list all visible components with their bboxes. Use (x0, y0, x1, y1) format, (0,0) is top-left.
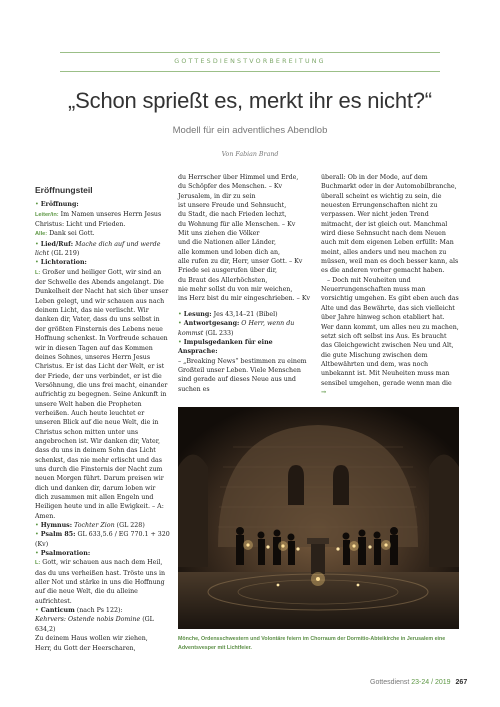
canticum-verse: und die Nationen aller Länder, (178, 239, 276, 247)
canticum-verse: Mit uns ziehen die Völker (178, 230, 260, 238)
antwortgesang-item: • Antwortgesang: O Herr, wenn du kommst (GL 233) (178, 320, 295, 337)
page-footer (370, 679, 468, 686)
article-author: Von Fabian Brand (221, 151, 279, 158)
canticum-verse: du Wohnung für alle Menschen. – Kv (178, 220, 296, 228)
canticum-verse: Friede sei ausgerufen über dir, (178, 267, 278, 275)
section-heading: Eröffnungsteil (35, 185, 93, 195)
column-1 (35, 181, 170, 653)
page-number: 267 (455, 679, 468, 686)
canticum-verse: du Schöpfer des Menschen. – Kv (178, 183, 283, 191)
section-kicker: GOTTESDIENSTVORBEREITUNG (174, 58, 326, 65)
column-3 (321, 174, 459, 397)
photo-caption: Mönche, Ordensschwestern und Volontäre feiern im Chorraum der Dormitio-Abteikirche in Jerusalem eine Adventsvesper mit Lichtfeier. (178, 636, 446, 651)
lichtoration-text: L: Großer und heiliger Gott, wir sind an der Schwelle des Abends angelangt. Die Dunkelheit der Nacht hat sich über unser Leben gelegt, und wir schauen aus nach deinem Licht, das nie verlischt. Wir danken dir, Vater, dass du uns selbst in der größten Finsternis des Lebens neue Hoffnung schenkst. In Vorfreude schauen wir in diesen Tagen auf das Kommen deines Sohnes, unseres Herrn Jesus Christus. Er ist das Licht der Welt, er ist der Friede, der uns verbindet, er ist die Versöhnung, die uns frei macht, einander aufrichtig zu begegnen. Seine Ankunft in unsere Welt haben die Propheten verheißen. Auch heute leuchtet er unseren Blick auf die neue Welt, die in Christus schon mitten unter uns angebrochen ist. Wir danken dir, Vater, dass du uns in deinem Sohn das Licht schenkst, das nie mehr erlischt und das uns durch die Finsternis der Nacht zum neuen Morgen führt. Darum preisen wir dich und danken dir, darum loben wir dich zusammen mit allen Engeln und Heiligen heute und in alle Ewigkeit. – A: Amen. (35, 268, 169, 520)
canticum-verse: Jerusalem, in dir zu sein (178, 192, 256, 200)
article-title: „Schon sprießt es, merkt ihr es nicht?“ (68, 88, 432, 113)
canticum-verse: Herr, du Gott der Heerscharen, (35, 644, 136, 652)
canticum-verse: nie mehr sollst du von mir weichen, (178, 286, 293, 294)
body-paragraph: – Doch mit Neuheiten und Neuerrungenschaften muss man vorsichtig umgehen. Es gibt eben auch das Alte und das Bewährte, das sich vielleicht über Jahre hinweg schon etabliert hat. Wer dann kommt, um alles neu zu machen, setzt sich oft selbst ins Aus. Es braucht das Gleichgewicht zwischen Neu und Alt, die gute Mischung zwischen dem Altbewährten und dem, was noch unbekannt ist. Mit Neuheiten muss man sensibel umgehen, gerade wenn man die → (321, 276, 459, 396)
magazine-name: Gottesdienst (370, 679, 410, 686)
canticum-verse: alle rufen zu dir, Herr, unser Gott. – Kv (178, 258, 303, 266)
kehrvers-line: Kehrvers: Ostende nobis Domine (GL 634,2) (35, 616, 154, 633)
eroeffnung-item: • Eröffnung: (35, 201, 79, 209)
canticum-verses (178, 173, 313, 304)
impuls-text: – „Breaking News“ bestimmen zu einem Großteil unser Leben. Viele Menschen sind gerade auf dieses Neue aus und suchen es (178, 357, 307, 393)
psalmoration-item: • Psalmoration: (35, 550, 91, 558)
canticum-verse: ins Herz bist du mir eingeschrieben. – Kv (178, 295, 311, 303)
continue-arrow-icon: → (321, 388, 327, 396)
canticum-verse: du Herrscher über Himmel und Erde, (178, 174, 299, 181)
canticum-verse: du Braut des Allerhöchsten, (178, 276, 268, 284)
psalm-item: • Psalm 85: GL 633,5.6 / EG 770.1 + 320 (Kv) (35, 531, 170, 548)
leiter-line: Leiter/in: Im Namen unseres Herrn Jesus Christus: Licht und Frieden. (35, 210, 162, 229)
canticum-verse: du Stadt, die nach Frieden lechzt, (178, 211, 287, 219)
body-paragraph: überall: Ob in der Mode, auf dem Buchmarkt oder in der Automobilbranche, überall scheint es wichtig zu sein, die neuesten Errungenschaften nicht zu verpassen. Wer nicht jeden Trend mitmacht, der ist gleich out. Manchmal wird diese Sehnsucht nach dem Neuen auch mit dem eigenen Leben erfüllt: Man meint, alles anders und neu machen zu müssen, weil man es doch besser kann, als es die anderen vorher gemacht haben. (321, 174, 459, 275)
column-2 (178, 174, 313, 394)
canticum-verse: Zu deinem Haus wollen wir ziehen, (35, 635, 148, 643)
psalmoration-text: L: Gott, wir schauen aus nach dem Heil, das du uns verheißen hast. Tröste uns in aller Not und stärke in uns die Hoffnung auf die neue Welt, die du alleine aufrichtest. (35, 559, 166, 605)
impuls-item: • Impulsgedanken für eine Ansprache: (178, 338, 273, 356)
lied-item: • Lied/Ruf: Mache dich auf und werde licht (GL 219) (35, 240, 161, 258)
lesung-item: • Lesung: Jes 43,14–21 (Bibel) (178, 310, 278, 318)
chapel-photo (178, 407, 459, 629)
canticum-item: • Canticum (nach Ps 122): (35, 607, 123, 615)
lichtoration-item: • Lichtoration: (35, 259, 87, 267)
article-subtitle: Modell für ein adventliches Abendlob (172, 125, 328, 136)
canticum-verse: ist unsere Freude und Sehnsucht, (178, 202, 287, 210)
hymnus-item: • Hymnus: Tochter Zion (GL 228) (35, 522, 145, 530)
kicker-rule-bottom (60, 71, 440, 72)
alle-line: Alle: Dank sei Gott. (35, 230, 95, 238)
canticum-verse: alle kommen und loben dich an, (178, 248, 281, 256)
kicker-rule-top (60, 52, 440, 53)
issue-number: 23-24 / 2019 (411, 679, 451, 686)
